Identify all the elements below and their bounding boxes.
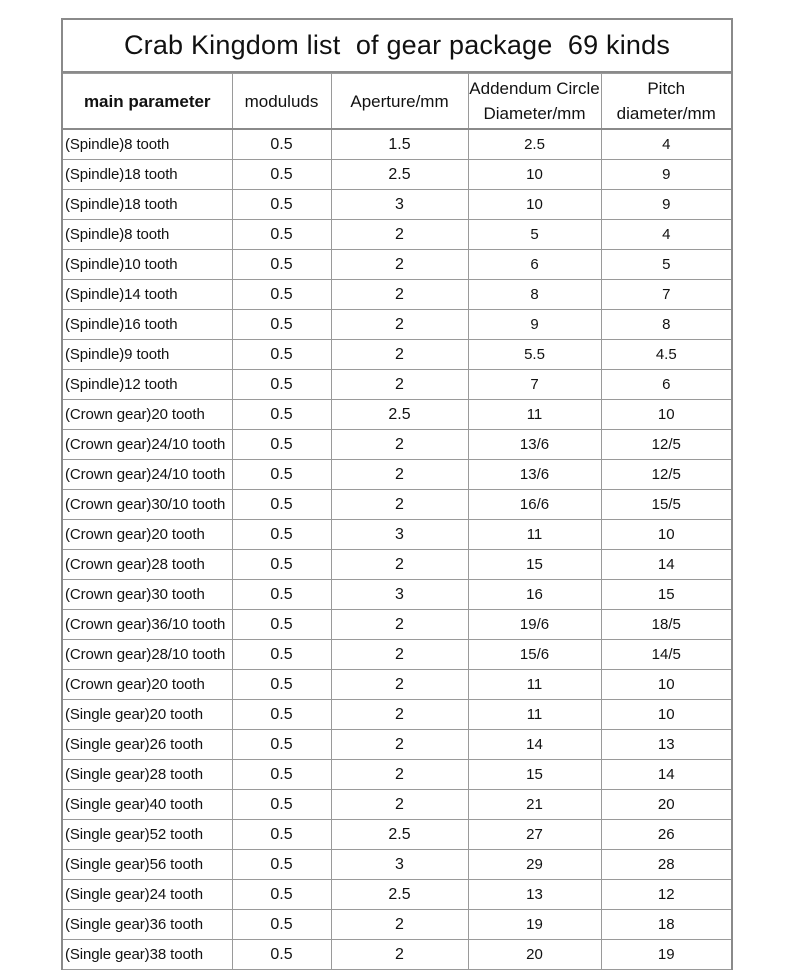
cell-modulus: 0.5 xyxy=(232,820,331,850)
cell-main-parameter: (Single gear)56 tooth xyxy=(63,850,232,880)
cell-modulus: 0.5 xyxy=(232,129,331,160)
cell-aperture: 2 xyxy=(331,220,468,250)
cell-modulus: 0.5 xyxy=(232,370,331,400)
cell-pitch-diameter: 14 xyxy=(601,550,731,580)
cell-addendum-diameter: 5 xyxy=(468,220,601,250)
cell-pitch-diameter: 8 xyxy=(601,310,731,340)
cell-main-parameter: (Crown gear)20 tooth xyxy=(63,520,232,550)
cell-modulus: 0.5 xyxy=(232,280,331,310)
cell-pitch-diameter: 15/5 xyxy=(601,490,731,520)
cell-main-parameter: (Crown gear)28/10 tooth xyxy=(63,640,232,670)
cell-modulus: 0.5 xyxy=(232,190,331,220)
cell-pitch-diameter: 14 xyxy=(601,760,731,790)
table-row xyxy=(63,670,731,700)
cell-main-parameter: (Single gear)24 tooth xyxy=(63,880,232,910)
table-row xyxy=(63,400,731,430)
table-body xyxy=(63,129,731,970)
cell-addendum-diameter: 11 xyxy=(468,400,601,430)
header-line: Aperture/mm xyxy=(350,91,449,111)
gear-spec-sheet xyxy=(61,18,733,970)
cell-aperture: 3 xyxy=(331,520,468,550)
cell-pitch-diameter: 20 xyxy=(601,790,731,820)
cell-pitch-diameter: 19 xyxy=(601,940,731,970)
cell-main-parameter: (Crown gear)30/10 tooth xyxy=(63,490,232,520)
header-addendum-circle-diameter xyxy=(468,74,601,130)
cell-aperture: 2 xyxy=(331,550,468,580)
cell-main-parameter: (Single gear)40 tooth xyxy=(63,790,232,820)
cell-addendum-diameter: 13/6 xyxy=(468,460,601,490)
cell-aperture: 3 xyxy=(331,850,468,880)
header-line: diameter/mm xyxy=(616,104,716,123)
table-row xyxy=(63,520,731,550)
cell-main-parameter: (Crown gear)20 tooth xyxy=(63,670,232,700)
cell-aperture: 2 xyxy=(331,430,468,460)
cell-modulus: 0.5 xyxy=(232,730,331,760)
cell-addendum-diameter: 27 xyxy=(468,820,601,850)
cell-addendum-diameter: 21 xyxy=(468,790,601,820)
cell-addendum-diameter: 8 xyxy=(468,280,601,310)
cell-pitch-diameter: 9 xyxy=(601,160,731,190)
cell-pitch-diameter: 14/5 xyxy=(601,640,731,670)
cell-pitch-diameter: 18/5 xyxy=(601,610,731,640)
cell-pitch-diameter: 12/5 xyxy=(601,430,731,460)
cell-main-parameter: (Single gear)20 tooth xyxy=(63,700,232,730)
cell-pitch-diameter: 6 xyxy=(601,370,731,400)
cell-pitch-diameter: 5 xyxy=(601,250,731,280)
table-row xyxy=(63,940,731,970)
cell-addendum-diameter: 16 xyxy=(468,580,601,610)
cell-pitch-diameter: 18 xyxy=(601,910,731,940)
cell-main-parameter: (Crown gear)20 tooth xyxy=(63,400,232,430)
table-row xyxy=(63,790,731,820)
header-aperture xyxy=(331,74,468,130)
cell-modulus: 0.5 xyxy=(232,640,331,670)
cell-main-parameter: (Single gear)38 tooth xyxy=(63,940,232,970)
cell-aperture: 2 xyxy=(331,700,468,730)
table-row xyxy=(63,550,731,580)
cell-aperture: 2 xyxy=(331,670,468,700)
cell-main-parameter: (Spindle)14 tooth xyxy=(63,280,232,310)
cell-addendum-diameter: 20 xyxy=(468,940,601,970)
cell-modulus: 0.5 xyxy=(232,490,331,520)
cell-pitch-diameter: 10 xyxy=(601,670,731,700)
cell-modulus: 0.5 xyxy=(232,520,331,550)
header-line: main parameter xyxy=(83,91,211,111)
cell-addendum-diameter: 29 xyxy=(468,850,601,880)
cell-aperture: 2 xyxy=(331,490,468,520)
cell-modulus: 0.5 xyxy=(232,670,331,700)
cell-modulus: 0.5 xyxy=(232,610,331,640)
table-row xyxy=(63,370,731,400)
cell-main-parameter: (Single gear)36 tooth xyxy=(63,910,232,940)
table-row xyxy=(63,820,731,850)
cell-main-parameter: (Spindle)12 tooth xyxy=(63,370,232,400)
cell-modulus: 0.5 xyxy=(232,940,331,970)
cell-pitch-diameter: 4 xyxy=(601,220,731,250)
cell-aperture: 2.5 xyxy=(331,400,468,430)
cell-addendum-diameter: 11 xyxy=(468,700,601,730)
table-row xyxy=(63,580,731,610)
table-row xyxy=(63,490,731,520)
cell-main-parameter: (Spindle)18 tooth xyxy=(63,160,232,190)
cell-modulus: 0.5 xyxy=(232,310,331,340)
cell-modulus: 0.5 xyxy=(232,760,331,790)
cell-pitch-diameter: 10 xyxy=(601,520,731,550)
header-line: Addendum Circle xyxy=(469,79,600,98)
cell-aperture: 2 xyxy=(331,340,468,370)
cell-addendum-diameter: 11 xyxy=(468,520,601,550)
cell-pitch-diameter: 15 xyxy=(601,580,731,610)
cell-addendum-diameter: 19 xyxy=(468,910,601,940)
cell-addendum-diameter: 9 xyxy=(468,310,601,340)
table-row xyxy=(63,280,731,310)
cell-main-parameter: (Single gear)28 tooth xyxy=(63,760,232,790)
header-line: Pitch xyxy=(647,79,686,98)
cell-addendum-diameter: 15/6 xyxy=(468,640,601,670)
cell-main-parameter: (Single gear)52 tooth xyxy=(63,820,232,850)
cell-pitch-diameter: 10 xyxy=(601,400,731,430)
gear-spec-table xyxy=(63,73,731,970)
table-row xyxy=(63,640,731,670)
cell-aperture: 2 xyxy=(331,460,468,490)
cell-modulus: 0.5 xyxy=(232,790,331,820)
cell-pitch-diameter: 26 xyxy=(601,820,731,850)
cell-addendum-diameter: 14 xyxy=(468,730,601,760)
cell-main-parameter: (Spindle)8 tooth xyxy=(63,220,232,250)
cell-modulus: 0.5 xyxy=(232,700,331,730)
cell-main-parameter: (Crown gear)24/10 tooth xyxy=(63,430,232,460)
cell-main-parameter: (Spindle)8 tooth xyxy=(63,129,232,160)
header-pitch-diameter xyxy=(601,74,731,130)
cell-main-parameter: (Spindle)18 tooth xyxy=(63,190,232,220)
cell-main-parameter: (Crown gear)36/10 tooth xyxy=(63,610,232,640)
cell-pitch-diameter: 9 xyxy=(601,190,731,220)
table-row xyxy=(63,220,731,250)
cell-modulus: 0.5 xyxy=(232,880,331,910)
cell-main-parameter: (Spindle)16 tooth xyxy=(63,310,232,340)
cell-modulus: 0.5 xyxy=(232,160,331,190)
cell-modulus: 0.5 xyxy=(232,250,331,280)
cell-aperture: 2 xyxy=(331,640,468,670)
cell-addendum-diameter: 19/6 xyxy=(468,610,601,640)
table-row xyxy=(63,190,731,220)
cell-aperture: 2 xyxy=(331,730,468,760)
table-row xyxy=(63,730,731,760)
cell-main-parameter: (Single gear)26 tooth xyxy=(63,730,232,760)
cell-pitch-diameter: 4 xyxy=(601,129,731,160)
cell-pitch-diameter: 7 xyxy=(601,280,731,310)
cell-addendum-diameter: 13/6 xyxy=(468,430,601,460)
cell-pitch-diameter: 12/5 xyxy=(601,460,731,490)
cell-aperture: 2 xyxy=(331,910,468,940)
table-row xyxy=(63,129,731,160)
table-row xyxy=(63,340,731,370)
cell-modulus: 0.5 xyxy=(232,340,331,370)
cell-main-parameter: (Spindle)10 tooth xyxy=(63,250,232,280)
header-main-parameter xyxy=(63,74,232,130)
cell-aperture: 2 xyxy=(331,760,468,790)
cell-pitch-diameter: 12 xyxy=(601,880,731,910)
cell-aperture: 2.5 xyxy=(331,820,468,850)
cell-modulus: 0.5 xyxy=(232,400,331,430)
cell-modulus: 0.5 xyxy=(232,460,331,490)
cell-aperture: 2 xyxy=(331,940,468,970)
header-line: moduluds xyxy=(244,91,319,111)
table-header xyxy=(63,74,731,130)
cell-aperture: 2 xyxy=(331,250,468,280)
cell-pitch-diameter: 4.5 xyxy=(601,340,731,370)
cell-addendum-diameter: 11 xyxy=(468,670,601,700)
sheet-title: Crab Kingdom list of gear package 69 kinds xyxy=(63,20,731,73)
cell-modulus: 0.5 xyxy=(232,850,331,880)
cell-aperture: 2 xyxy=(331,790,468,820)
table-row xyxy=(63,910,731,940)
cell-aperture: 2 xyxy=(331,310,468,340)
cell-addendum-diameter: 13 xyxy=(468,880,601,910)
cell-aperture: 2 xyxy=(331,280,468,310)
cell-pitch-diameter: 28 xyxy=(601,850,731,880)
table-row xyxy=(63,610,731,640)
cell-aperture: 2.5 xyxy=(331,880,468,910)
header-line: Diameter/mm xyxy=(483,104,586,123)
cell-aperture: 2 xyxy=(331,370,468,400)
cell-main-parameter: (Crown gear)24/10 tooth xyxy=(63,460,232,490)
cell-aperture: 2.5 xyxy=(331,160,468,190)
table-row xyxy=(63,250,731,280)
cell-aperture: 2 xyxy=(331,610,468,640)
cell-modulus: 0.5 xyxy=(232,550,331,580)
table-row xyxy=(63,850,731,880)
cell-addendum-diameter: 7 xyxy=(468,370,601,400)
cell-aperture: 1.5 xyxy=(331,129,468,160)
table-row xyxy=(63,460,731,490)
header-row xyxy=(63,74,731,130)
cell-pitch-diameter: 10 xyxy=(601,700,731,730)
table-row xyxy=(63,880,731,910)
cell-main-parameter: (Crown gear)30 tooth xyxy=(63,580,232,610)
cell-addendum-diameter: 10 xyxy=(468,190,601,220)
header-moduluds xyxy=(232,74,331,130)
cell-aperture: 3 xyxy=(331,190,468,220)
cell-modulus: 0.5 xyxy=(232,220,331,250)
cell-addendum-diameter: 16/6 xyxy=(468,490,601,520)
cell-main-parameter: (Spindle)9 tooth xyxy=(63,340,232,370)
cell-main-parameter: (Crown gear)28 tooth xyxy=(63,550,232,580)
cell-modulus: 0.5 xyxy=(232,430,331,460)
cell-addendum-diameter: 15 xyxy=(468,550,601,580)
cell-modulus: 0.5 xyxy=(232,910,331,940)
cell-addendum-diameter: 5.5 xyxy=(468,340,601,370)
cell-pitch-diameter: 13 xyxy=(601,730,731,760)
cell-aperture: 3 xyxy=(331,580,468,610)
table-row xyxy=(63,430,731,460)
table-row xyxy=(63,700,731,730)
cell-addendum-diameter: 15 xyxy=(468,760,601,790)
cell-addendum-diameter: 10 xyxy=(468,160,601,190)
table-row xyxy=(63,310,731,340)
table-row xyxy=(63,160,731,190)
cell-addendum-diameter: 2.5 xyxy=(468,129,601,160)
table-row xyxy=(63,760,731,790)
cell-addendum-diameter: 6 xyxy=(468,250,601,280)
cell-modulus: 0.5 xyxy=(232,580,331,610)
